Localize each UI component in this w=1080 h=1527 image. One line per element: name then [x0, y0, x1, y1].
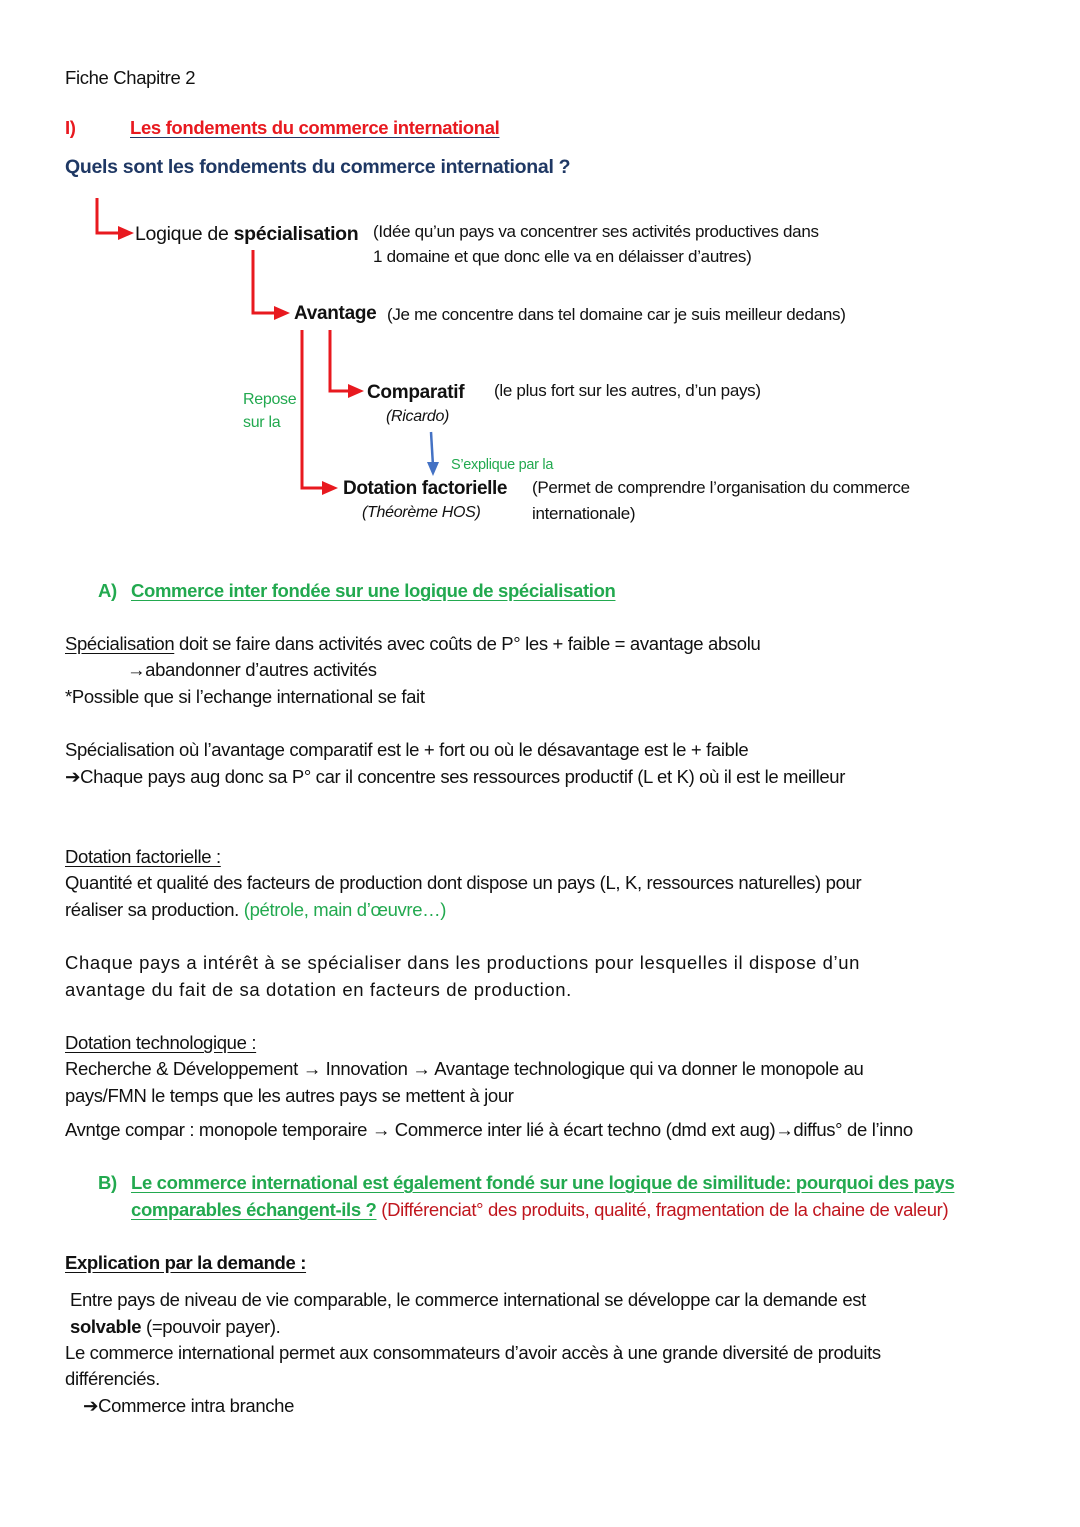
node-note: (Je me concentre dans tel domaine car je suis meilleur dedans) [387, 305, 846, 324]
paragraph-text: doit se faire dans activités avec coûts de P° les + faible = avantage absolu [174, 633, 761, 654]
example-note: (pétrole, main d’œuvre…) [243, 899, 447, 920]
arrowhead-icon [348, 384, 364, 398]
paragraph-text: réaliser sa production. [65, 899, 244, 920]
connector-dotation [302, 330, 324, 488]
subsection-note: (Différenciat° des produits, qualité, fragmentation de la chaine de valeur) [376, 1199, 949, 1220]
subheading-dotation-technologique: Dotation technologique : [65, 1032, 257, 1053]
paragraph: Le commerce international permet aux consommateurs d’avoir accès à une grande diversité de produits [65, 1342, 881, 1363]
arrowhead-icon [322, 481, 338, 495]
section-title: Les fondements du commerce international [130, 117, 500, 138]
node-avantage: Avantage [294, 303, 377, 324]
paragraph-arrow-line: →abandonner d’autres activités [127, 659, 377, 680]
paragraph: Spécialisation où l’avantage comparatif est le + fort ou où le désavantage est le + faible [65, 739, 749, 760]
paragraph-text: (=pouvoir payer). [141, 1316, 281, 1337]
node-note: (le plus fort sur les autres, d’un pays) [494, 381, 761, 400]
blue-arrow-shaft [431, 432, 433, 466]
section-question: Quels sont les fondements du commerce international ? [65, 156, 571, 178]
node-note: (Permet de comprendre l’organisation du commerce [532, 478, 910, 497]
section-number: I) [65, 117, 76, 138]
subsection-number: A) [98, 580, 117, 601]
connector-comparatif [330, 330, 350, 391]
node-prefix: Logique de [135, 223, 234, 245]
paragraph: Chaque pays a intérêt à se spécialiser dans les productions pour lesquelles il dispose d’un [65, 952, 861, 973]
arrowhead-icon [118, 226, 134, 240]
paragraph: différenciés. [65, 1368, 160, 1389]
annotation-repose: Repose [243, 391, 297, 408]
connector-specialisation [97, 198, 120, 233]
node-specialisation [135, 223, 358, 246]
paragraph: avantage du fait de sa dotation en facteurs de production. [65, 979, 572, 1000]
down-arrow-icon [427, 462, 439, 476]
node-comparatif: Comparatif [367, 382, 465, 403]
node-keyword: spécialisation [233, 223, 359, 245]
paragraph: Entre pays de niveau de vie comparable, le commerce international se développe car la demande est [70, 1289, 866, 1310]
paragraph [65, 633, 760, 655]
annotation-explique: S’explique par la [451, 457, 554, 473]
term: Spécialisation [65, 633, 175, 654]
paragraph: Quantité et qualité des facteurs de production dont dispose un pays (L, K, ressources naturelles) pour [65, 872, 862, 893]
concept-diagram-connectors [0, 0, 1080, 560]
paragraph [65, 899, 446, 921]
paragraph [70, 1316, 280, 1338]
node-note: internationale) [532, 504, 636, 523]
paragraph: Avntge compar : monopole temporaire → Commerce inter lié à écart techno (dmd ext aug)→diffus° de l’inno [65, 1119, 913, 1140]
connector-avantage [253, 250, 276, 313]
node-author: (Ricardo) [386, 408, 450, 425]
node-note: 1 domaine et que donc elle va en délaisser d’autres) [373, 247, 752, 266]
keyword: solvable [70, 1316, 142, 1337]
subsection-number: B) [98, 1172, 117, 1193]
annotation-repose: sur la [243, 414, 281, 431]
paragraph: pays/FMN le temps que les autres pays se mettent à jour [65, 1085, 514, 1106]
subsection-title: comparables échangent-ils ? [131, 1199, 377, 1220]
node-author: (Théorème HOS) [362, 504, 481, 521]
arrowhead-icon [274, 306, 290, 320]
node-note: (Idée qu’un pays va concentrer ses activités productives dans [373, 222, 819, 241]
subheading-dotation-factorielle: Dotation factorielle : [65, 846, 221, 867]
subsection-title-line2 [131, 1199, 948, 1221]
document-title: Fiche Chapitre 2 [65, 67, 196, 88]
paragraph: Recherche & Développement → Innovation → Avantage technologique qui va donner le monopole au [65, 1058, 864, 1079]
node-dotation: Dotation factorielle [343, 478, 508, 499]
subheading-demande: Explication par la demande : [65, 1252, 307, 1273]
subsection-title: Commerce inter fondée sur une logique de spécialisation [131, 580, 616, 601]
paragraph-note: *Possible que si l’echange international se fait [65, 686, 425, 707]
subsection-title: Le commerce international est également fondé sur une logique de similitude: pourquoi des pays [131, 1172, 955, 1193]
paragraph-arrow-line: ➔Commerce intra branche [83, 1395, 295, 1416]
paragraph: ➔Chaque pays aug donc sa P° car il concentre ses ressources productif (L et K) où il est le meilleur [65, 766, 846, 787]
